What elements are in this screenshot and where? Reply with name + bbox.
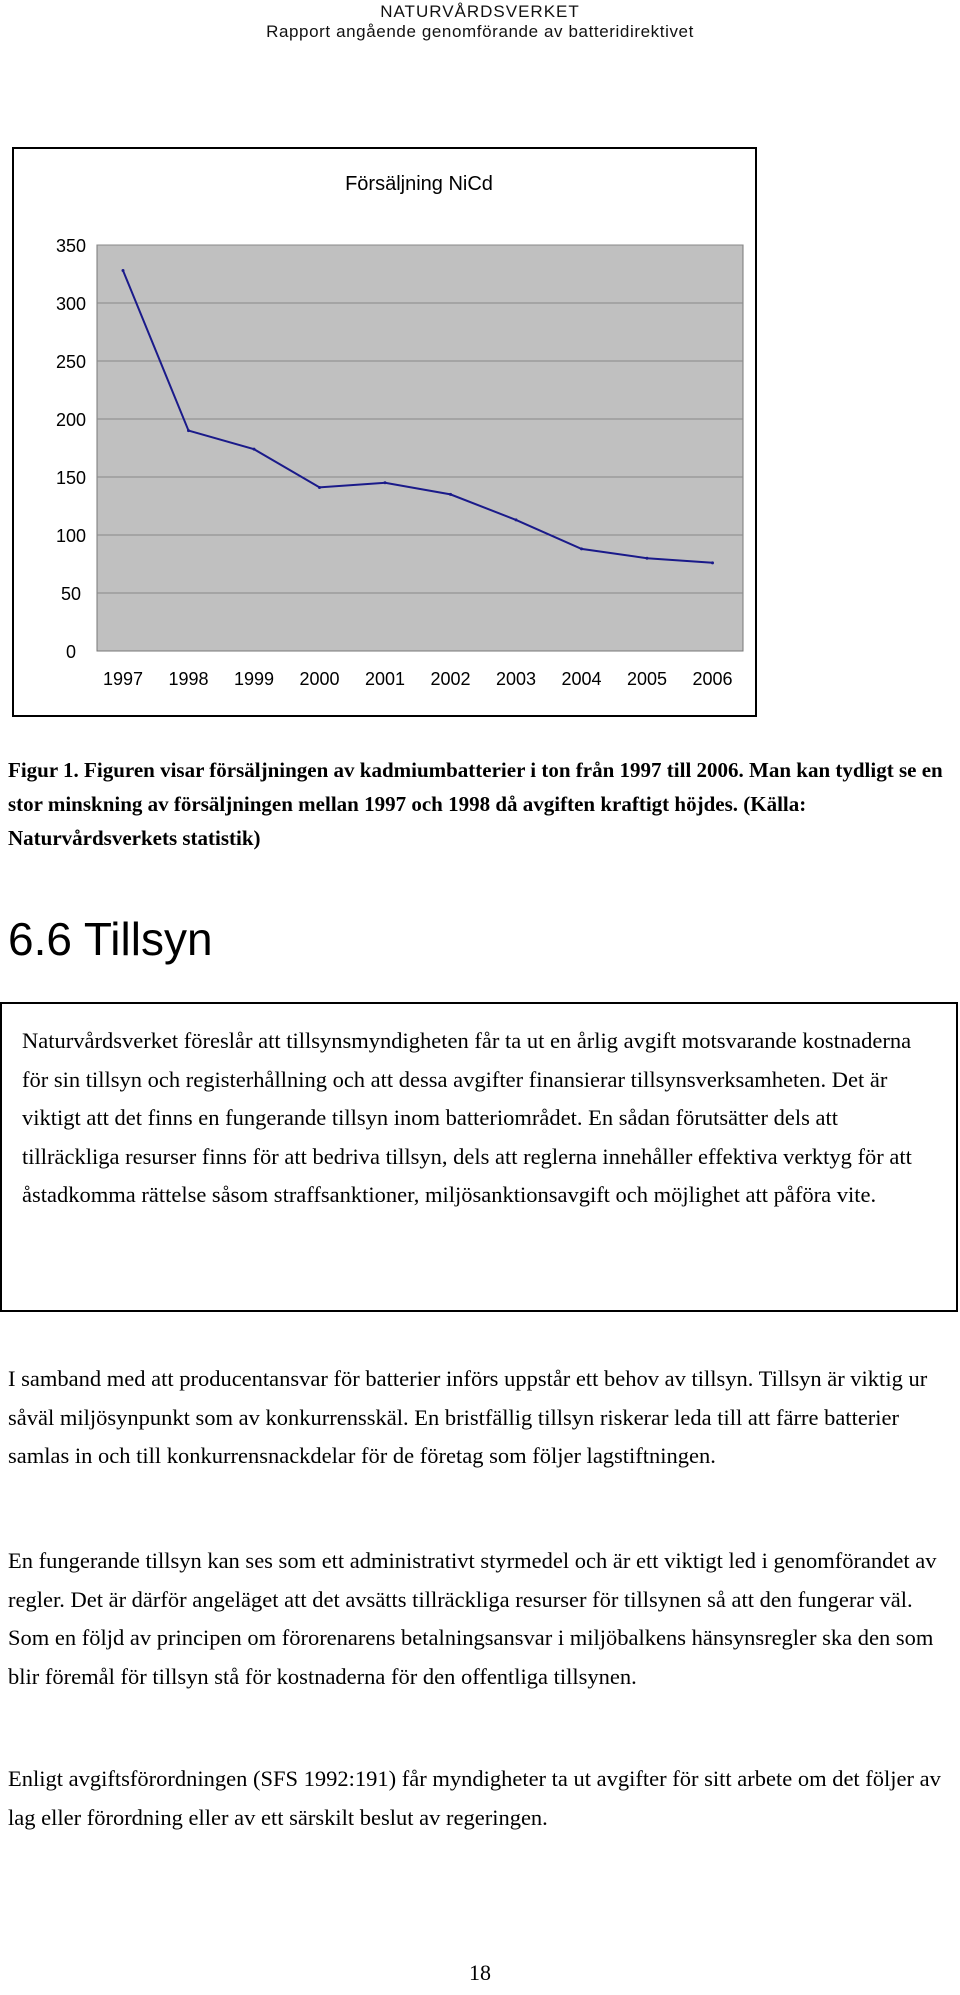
data-point	[384, 481, 387, 484]
x-tick-label: 1997	[102, 669, 144, 689]
data-point	[318, 486, 321, 489]
data-point	[711, 561, 714, 564]
chart-frame	[12, 147, 757, 717]
header-org: NATURVÅRDSVERKET	[380, 2, 580, 21]
chart-title: Försäljning NiCd	[345, 173, 493, 195]
y-tick-label: 300	[55, 294, 87, 314]
sales-line-chart	[14, 149, 755, 715]
header-report-title: Rapport angående genomförande av batteridirektivet	[266, 22, 694, 41]
data-point	[187, 429, 190, 432]
x-tick-label: 2002	[430, 669, 471, 689]
x-tick-label: 1998	[168, 669, 209, 689]
y-tick-label: 100	[55, 526, 87, 546]
data-point	[646, 557, 649, 560]
body-paragraph: Enligt avgiftsförordningen (SFS 1992:191) får myndigheter ta ut avgifter för sitt arbete om det följer av lag eller förordning eller av ett särskilt beslut av regeringen.	[8, 1766, 941, 1830]
y-tick-label: 150	[55, 468, 87, 488]
x-tick-label: 2001	[364, 669, 406, 689]
y-tick-label: 50	[60, 584, 82, 604]
plot-area	[97, 245, 743, 651]
proposal-box	[0, 1002, 958, 1312]
proposal-text: Naturvårdsverket föreslår att tillsynsmyndigheten får ta ut en årlig avgift motsvarande kostnaderna för sin tillsyn och registerhållning och att dessa avgifter finansierar tillsynsverksamheten. Det är viktigt att det finns en fungerande tillsyn inom batteriområdet. En sådan förutsätter dels att tillräckliga resurser finns för att bedriva tillsyn, dels att reglerna innehåller effektiva verktyg för att åstadkomma rättelse såsom straffsanktioner, miljösanktionsavgift och möjlighet att påföra vite.	[22, 1028, 912, 1207]
x-tick-label: 2005	[626, 669, 668, 689]
data-point	[515, 518, 518, 521]
y-tick-label: 350	[55, 236, 87, 256]
y-tick-label: 0	[65, 642, 77, 662]
x-tick-label: 2003	[495, 669, 537, 689]
figure-caption: Figur 1. Figuren visar försäljningen av kadmiumbatterier i ton från 1997 till 2006. Man kan tydligt se en stor minskning av försäljningen mellan 1997 och 1998 då avgiften kraftigt höjdes. (Källa: Naturvårdsverkets statistik)	[8, 758, 943, 850]
data-point	[122, 269, 125, 272]
data-point	[253, 448, 256, 451]
data-point	[449, 493, 452, 496]
body-paragraph: I samband med att producentansvar för batterier införs uppstår ett behov av tillsyn. Tillsyn är viktig ur såväl miljösynpunkt som av konkurrensskäl. En bristfällig tillsyn riskerar leda till att färre batterier samlas in och till konkurrensnackdelar för de företag som följer lagstiftningen.	[8, 1366, 928, 1468]
y-tick-label: 250	[55, 352, 87, 372]
y-tick-label: 200	[55, 410, 87, 430]
page-number: 18	[469, 1960, 491, 1985]
data-point	[580, 547, 583, 550]
x-tick-label: 2004	[561, 669, 602, 689]
body-paragraph: En fungerande tillsyn kan ses som ett administrativt styrmedel och är ett viktigt led i genomförandet av regler. Det är därför angeläget att det avsätts tillräckliga resurser för tillsynen så att den fungerar väl. Som en följd av principen om förorenarens betalningsansvar i miljöbalkens hänsynsregler ska den som blir föremål för tillsyn stå för kostnaderna för den offentliga tillsynen.	[8, 1548, 937, 1689]
x-tick-label: 1999	[233, 669, 275, 689]
x-tick-label: 2000	[299, 669, 340, 689]
x-tick-label: 2006	[692, 669, 733, 689]
section-heading: 6.6 Tillsyn	[8, 913, 213, 965]
